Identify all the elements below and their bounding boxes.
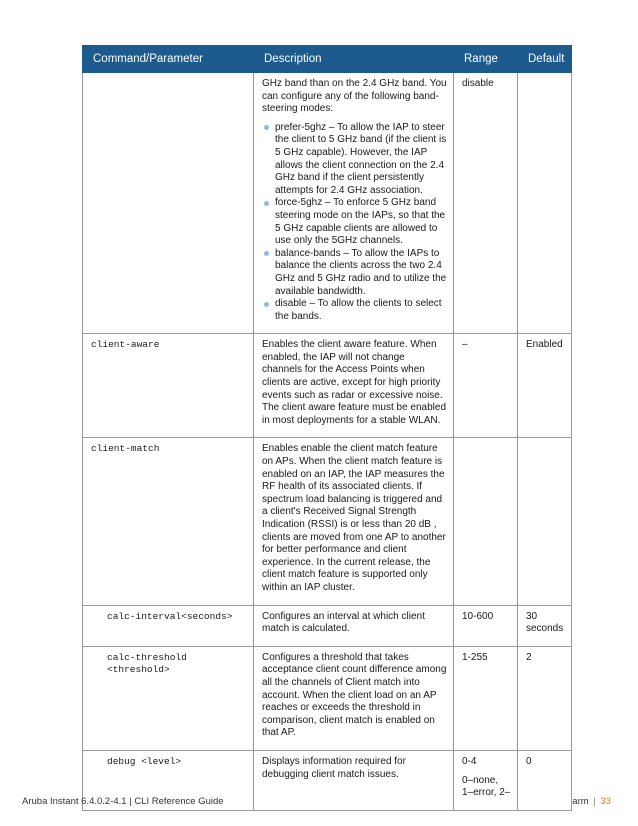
bullet-icon — [264, 125, 269, 130]
table-row — [83, 334, 572, 438]
command-cell: calc-threshold <threshold> — [83, 646, 254, 750]
default-cell: 2 — [518, 646, 572, 750]
default-cell — [518, 73, 572, 334]
header-range: Range — [454, 46, 518, 73]
footer-separator: | — [593, 796, 596, 807]
range-value: 0-4 — [462, 755, 477, 767]
range-cell — [454, 438, 518, 605]
description-text: GHz band than on the 2.4 GHz band. You can configure any of the following band-steering modes: — [262, 78, 447, 115]
bullet-icon — [264, 201, 269, 206]
command-cell — [83, 73, 254, 334]
command-cell: client-match — [83, 438, 254, 605]
list-item: balance-bands – To allow the IAPs to balance the clients across the two 2.4 GHz and 5 GHz radio and to utilize the available bandwidth. — [262, 248, 447, 298]
footer-page-info — [572, 796, 611, 807]
list-item: disable – To allow the clients to select the bands. — [262, 298, 447, 323]
header-default: Default — [518, 46, 572, 73]
band-steering-mode-list — [262, 122, 447, 324]
range-cell: 10-600 — [454, 605, 518, 646]
list-item: force-5ghz – To enforce 5 GHz band steering mode on the IAPs, so that the 5 GHz capable clients are allowed to use only the 5GHz channels. — [262, 197, 447, 247]
range-cell: disable — [454, 73, 518, 334]
command-cell: calc-interval<seconds> — [83, 605, 254, 646]
default-cell: 30 seconds — [518, 605, 572, 646]
table-row — [83, 646, 572, 750]
default-cell: Enabled — [518, 334, 572, 438]
table-row — [83, 438, 572, 605]
table-row — [83, 605, 572, 646]
description-cell — [254, 73, 454, 334]
footer-section: arm — [572, 796, 589, 807]
range-cell: 1-255 — [454, 646, 518, 750]
range-cell: – — [454, 334, 518, 438]
description-cell: Enables the client aware feature. When enabled, the IAP will not change channels for the Access Points when clients are active, except for high priority events such as radar or excessive noise. The client aware feature must be enabled in most deployments for a stable WLAN. — [254, 334, 454, 438]
list-item: prefer-5ghz – To allow the IAP to steer the client to 5 GHz band (if the client is 5 GHz capable). However, the IAP allows the client connection on the 2.4 GHz band if the client persistently attempts for 2.4 GHz association. — [262, 122, 447, 198]
table-header-row — [83, 46, 572, 73]
default-cell: 0 — [518, 750, 572, 810]
range-note: 0–none, 1–error, 2– — [462, 774, 511, 799]
default-cell — [518, 438, 572, 605]
header-description: Description — [254, 46, 454, 73]
description-cell: Configures a threshold that takes acceptance client count difference among all the channels of Client match into account. When the client load on an AP reaches or exceeds the threshold in comparison, client match is enabled on that AP. — [254, 646, 454, 750]
command-cell: debug <level> — [83, 750, 254, 810]
description-cell: Displays information required for debugging client match issues. — [254, 750, 454, 810]
bullet-icon — [264, 302, 269, 307]
range-cell — [454, 750, 518, 810]
header-command: Command/Parameter — [83, 46, 254, 73]
command-cell: client-aware — [83, 334, 254, 438]
description-cell: Configures an interval at which client match is calculated. — [254, 605, 454, 646]
description-cell: Enables enable the client match feature on APs. When the client match feature is enabled on an IAP, the IAP measures the RF health of its associated clients. If spectrum load balancing is triggered and a client's Received Signal Strength Indication (RSSI) is or less than 20 dB , clients are moved from one AP to another for better performance and client experience. In the current release, the client match feature is supported only within an IAP cluster. — [254, 438, 454, 605]
footer-document-title: Aruba Instant 6.4.0.2-4.1 | CLI Reference Guide — [22, 796, 224, 807]
cli-reference-table — [82, 45, 572, 811]
footer-page-number: 33 — [600, 796, 611, 807]
table-row — [83, 73, 572, 334]
bullet-icon — [264, 251, 269, 256]
